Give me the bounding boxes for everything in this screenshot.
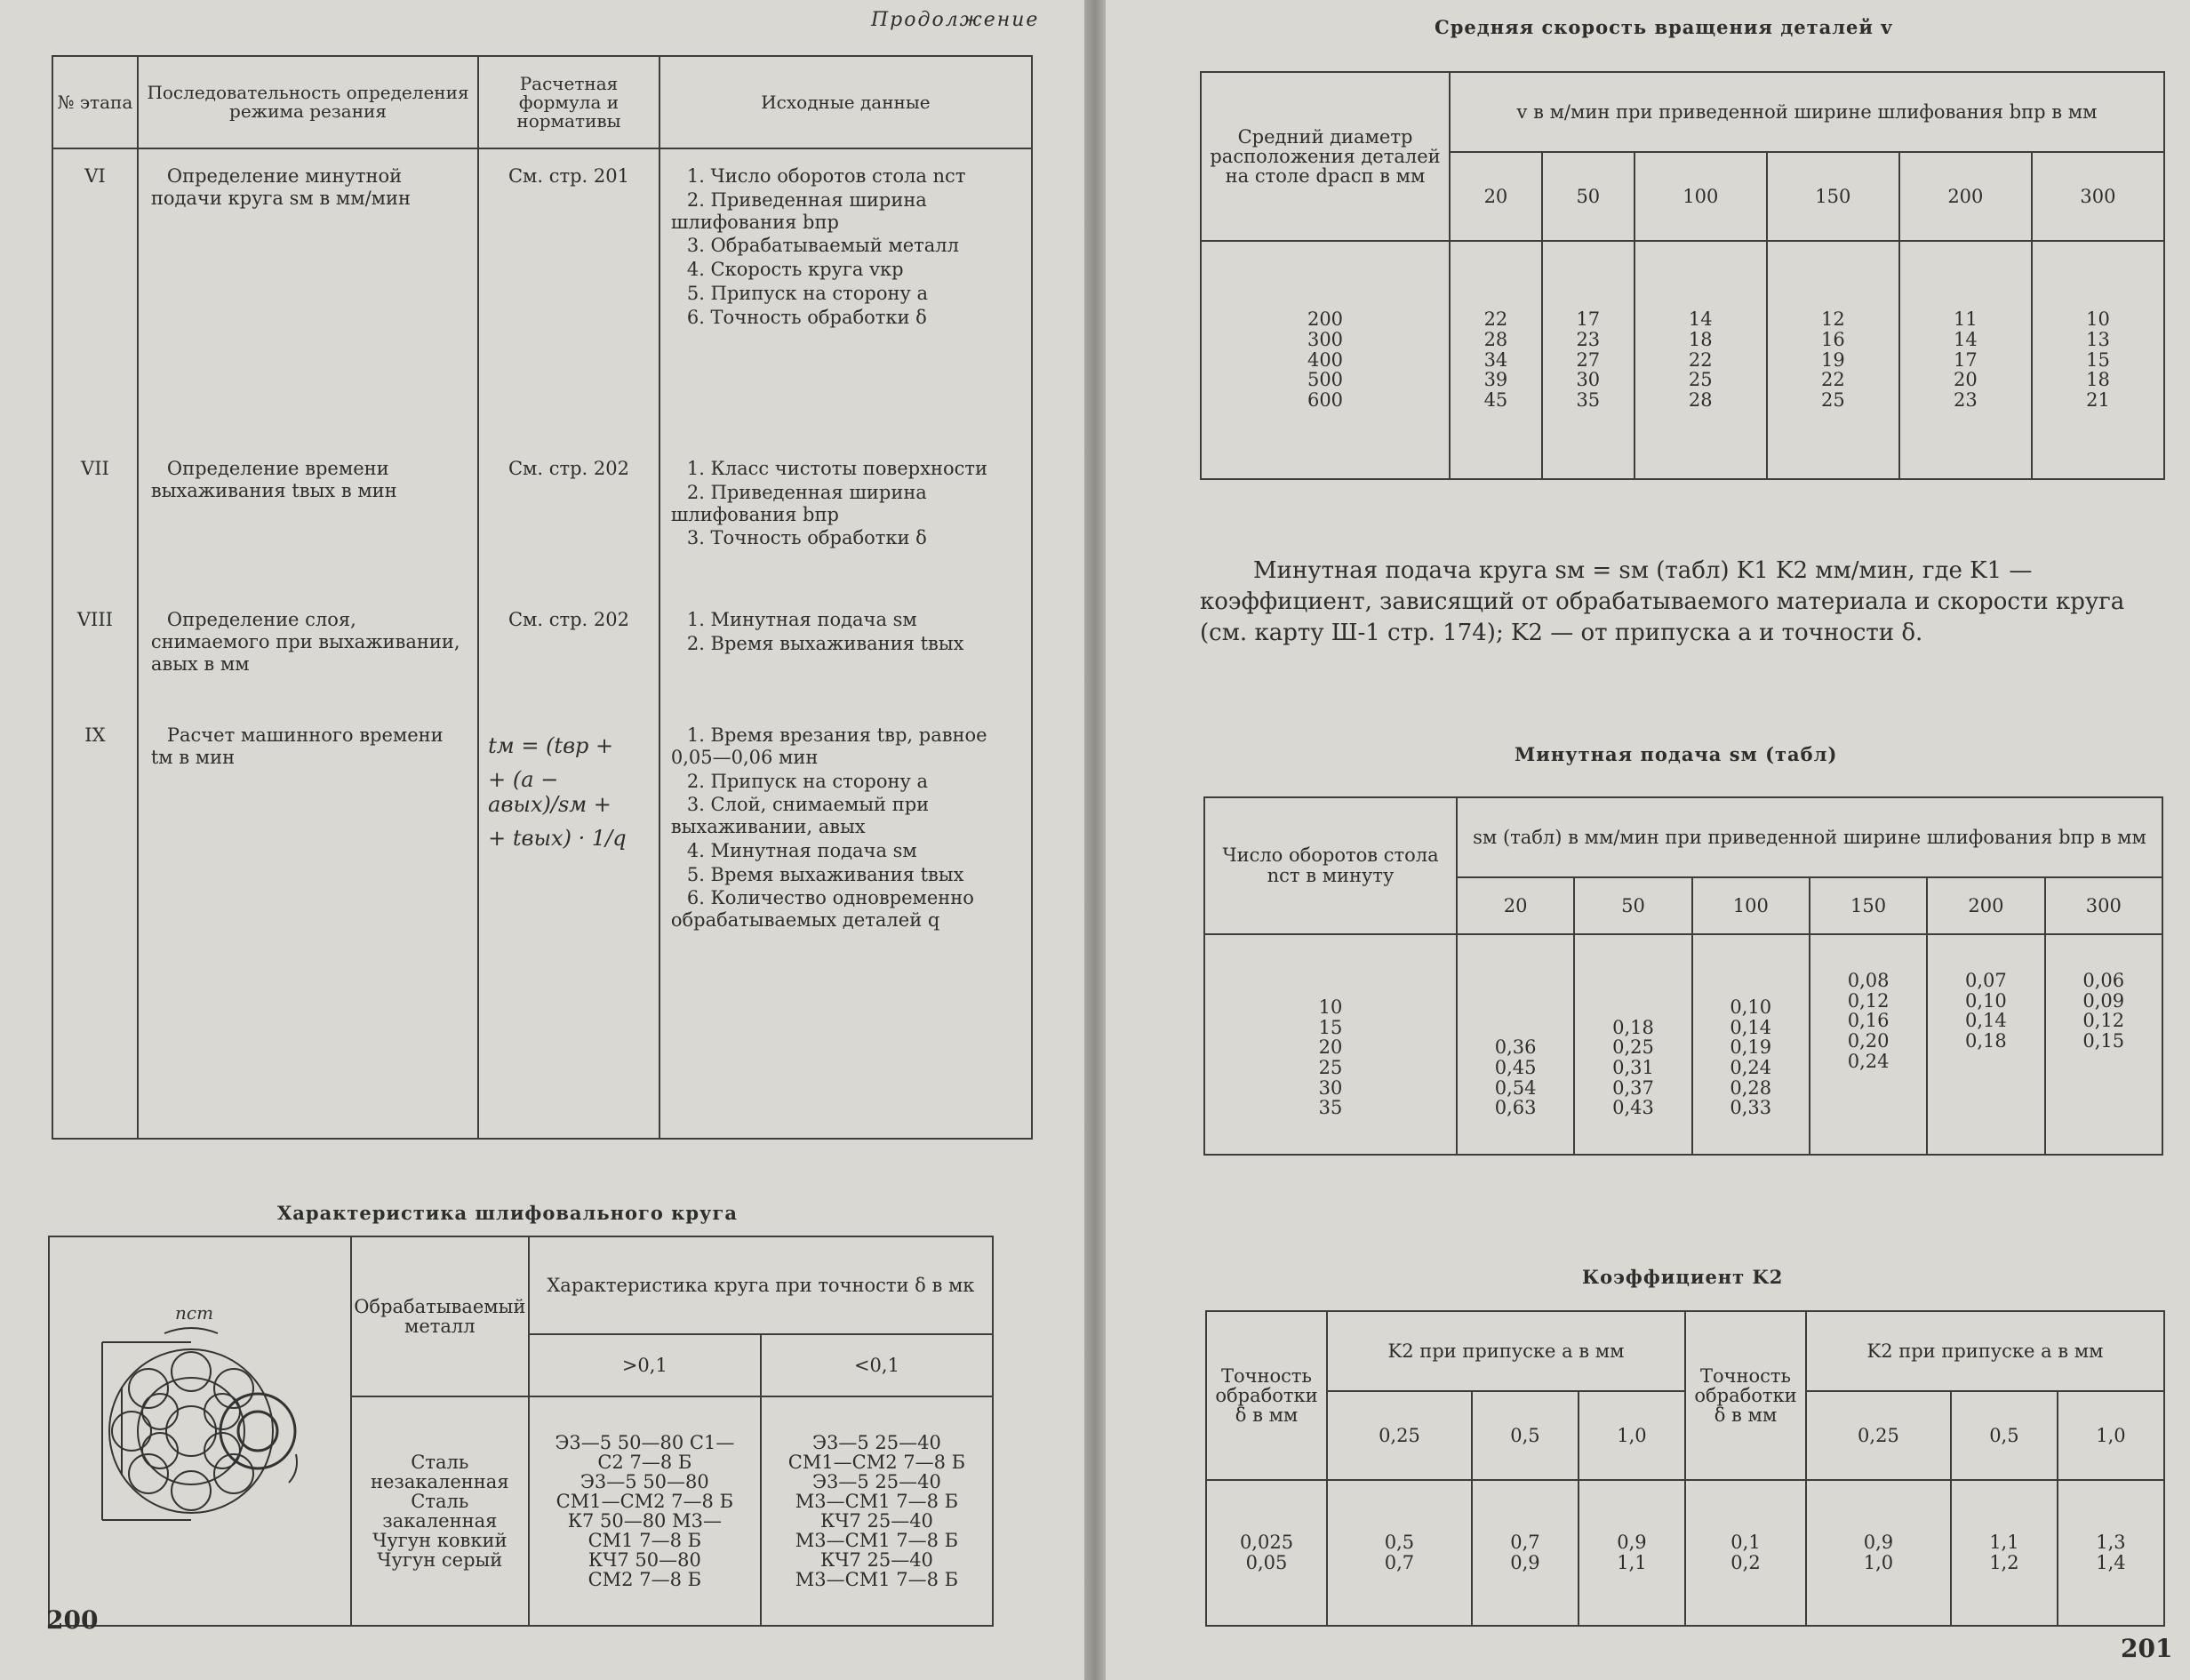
- speed-value: 22: [1483, 308, 1508, 331]
- allowance-header: K2 при припуске a в мм: [1327, 1311, 1685, 1391]
- feed-column: [1810, 934, 1927, 1155]
- feed-value: 0,09: [2082, 989, 2125, 1012]
- coef-value: 1,0: [1863, 1552, 1894, 1573]
- input-item: 4. Скорость круга vкр: [686, 259, 904, 281]
- sequence-cell: Определение времени выхаживания tвых в мин: [138, 442, 478, 593]
- accuracy-value: 0,05: [1245, 1552, 1288, 1573]
- spec-line: Э3—5 50—80: [579, 1470, 709, 1492]
- speed-value: 19: [1820, 348, 1845, 371]
- wheel-table-title: Характеристика шлифовального круга: [277, 1202, 738, 1224]
- width-label: 100: [1635, 152, 1767, 241]
- feed-value: 0,14: [1965, 1010, 2007, 1032]
- rpm-value: 20: [1318, 1036, 1343, 1059]
- formula-line: + tвых) · 1/q: [488, 826, 627, 851]
- width-label: 300: [2032, 152, 2164, 241]
- rpm-header: Число оборотов стола nст в минуту: [1204, 797, 1457, 934]
- wheel-header-row: [49, 1236, 993, 1334]
- width-label: 200: [1899, 152, 2032, 241]
- feed-value: 0,18: [1965, 1030, 2007, 1052]
- spec-line: Э3—5 50—80 С1—: [555, 1431, 735, 1453]
- spec-line: СМ1—СМ2 7—8 Б: [787, 1451, 966, 1473]
- speed-value: 17: [1954, 348, 1978, 371]
- wheel-diagram-cell: [49, 1236, 351, 1626]
- feed-column: [1457, 934, 1574, 1155]
- right-page: [1106, 0, 2190, 1680]
- table-row: [52, 442, 1032, 593]
- feed-value: 0,10: [1730, 996, 1772, 1018]
- width-label: 150: [1810, 877, 1927, 934]
- input-cell: [659, 148, 1032, 442]
- spec-gt-list: [529, 1396, 761, 1626]
- feed-value: 0,28: [1730, 1076, 1772, 1099]
- speed-value: 23: [1954, 389, 1978, 411]
- feed-value: 0,45: [1494, 1056, 1537, 1078]
- feed-value: 0,37: [1612, 1076, 1654, 1099]
- speed-value: 14: [1688, 308, 1713, 331]
- speed-value: 22: [1820, 369, 1845, 391]
- diameter-value: 500: [1307, 369, 1344, 391]
- coef-column: [1951, 1480, 2058, 1626]
- metal-item: Чугун ковкий: [372, 1530, 508, 1552]
- feed-value: 0,08: [1847, 970, 1890, 991]
- width-label: 200: [1927, 877, 2044, 934]
- page-number-right: 201: [2121, 1634, 2173, 1663]
- speed-table: [1200, 71, 2165, 480]
- diameter-header: Средний диаметр расположения деталей на столе dрасп в мм: [1201, 72, 1450, 241]
- spec-line: С2 7—8 Б: [597, 1451, 692, 1473]
- speed-value: 30: [1576, 369, 1601, 391]
- input-cell: [659, 442, 1032, 593]
- steps-table: [52, 55, 1033, 1140]
- input-item: 2. Время выхаживания tвых: [686, 632, 964, 654]
- formula-line: tм = (tвр +: [488, 733, 614, 758]
- spec-line: КЧ7 25—40: [819, 1510, 933, 1532]
- coef-value: 1,3: [2096, 1532, 2126, 1554]
- feed-value: 0,15: [2082, 1030, 2125, 1052]
- width-label: 50: [1542, 152, 1635, 241]
- speed-column: [1450, 241, 1542, 479]
- speed-table-title: Средняя скорость вращения деталей v: [1435, 16, 1893, 38]
- spec-subheader-gt: >0,1: [529, 1334, 761, 1396]
- input-cell: [659, 708, 1032, 1139]
- allowance-label: 0,5: [1951, 1391, 2058, 1480]
- metal-item: Сталь закаленная: [382, 1490, 498, 1532]
- feed-value: 0,24: [1730, 1056, 1772, 1078]
- coef-data-row: [1206, 1480, 2164, 1626]
- coef-value: 1,1: [1989, 1532, 2019, 1554]
- allowance-header: K2 при припуске a в мм: [1806, 1311, 2164, 1391]
- speed-value: 28: [1688, 389, 1713, 411]
- feed-value: 0,06: [2082, 970, 2125, 991]
- stage-number: VII: [52, 442, 138, 593]
- rpm-value: 10: [1318, 996, 1343, 1018]
- formula-cell: [478, 708, 659, 1139]
- feed-value: 0,25: [1612, 1036, 1654, 1059]
- feed-value: 0,63: [1494, 1097, 1537, 1119]
- allowance-label: 0,25: [1327, 1391, 1472, 1480]
- speed-value: 14: [1954, 328, 1978, 350]
- allowance-label: 0,5: [1472, 1391, 1579, 1480]
- input-item: 4. Минутная подача sм: [686, 839, 917, 861]
- sequence-cell: Определение минутной подачи круга sм в мм/мин: [138, 148, 478, 442]
- header-formula: Расчетная формула и нормативы: [478, 56, 659, 148]
- coef-value: 0,9: [1863, 1532, 1894, 1554]
- spec-line: М3—СМ1 7—8 Б: [795, 1530, 959, 1552]
- feed-header-row: [1204, 797, 2162, 877]
- feed-value: 0,12: [1847, 989, 1890, 1012]
- feed-data-row: [1204, 934, 2162, 1155]
- coef-value: 1,2: [1989, 1552, 2019, 1573]
- coef-value: 1,4: [2096, 1552, 2126, 1573]
- coef-value: 0,9: [1617, 1532, 1647, 1554]
- steps-header-row: [52, 56, 1032, 148]
- speed-value: 25: [1688, 369, 1713, 391]
- speed-column: [1767, 241, 1899, 479]
- rotation-label: nст: [174, 1302, 213, 1324]
- header-sequence: Последовательность определения режима резания: [138, 56, 478, 148]
- diameter-list: [1201, 241, 1450, 479]
- sequence-cell: Расчет машинного времени tм в мин: [138, 708, 478, 1139]
- table-row: [52, 148, 1032, 442]
- diameter-value: 300: [1307, 328, 1344, 350]
- feed-value: 0,19: [1730, 1036, 1772, 1059]
- wheel-table: [48, 1236, 994, 1627]
- feed-value: 0,20: [1847, 1030, 1890, 1052]
- coef-value: 0,9: [1510, 1552, 1540, 1573]
- rpm-list: [1204, 934, 1457, 1155]
- feed-value: 0,24: [1847, 1050, 1890, 1072]
- feed-value: 0,18: [1612, 1016, 1654, 1038]
- diameter-value: 400: [1307, 348, 1344, 371]
- accuracy-header: Точность обработки δ в мм: [1206, 1311, 1327, 1480]
- stage-number: VIII: [52, 593, 138, 708]
- rpm-value: 25: [1318, 1056, 1343, 1078]
- metal-item: Чугун серый: [377, 1549, 503, 1572]
- input-item: 1. Число оборотов стола nст: [686, 165, 966, 187]
- feed-column: [2045, 934, 2162, 1155]
- speed-value: 27: [1576, 348, 1601, 371]
- speed-value: 13: [2086, 328, 2110, 350]
- spec-subheader-lt: <0,1: [761, 1334, 993, 1396]
- page-number-left: 200: [46, 1605, 99, 1635]
- input-item: 1. Минутная подача sм: [686, 609, 917, 630]
- width-label: 100: [1692, 877, 1810, 934]
- speed-value: 11: [1954, 308, 1978, 331]
- accuracy-list: [1685, 1480, 1806, 1626]
- coef-header-row: [1206, 1311, 2164, 1391]
- feed-value: 0,07: [1965, 970, 2007, 991]
- spec-line: К7 50—80 М3—: [567, 1510, 722, 1532]
- speed-column: [1542, 241, 1635, 479]
- feed-column: [1574, 934, 1691, 1155]
- feed-value: 0,54: [1494, 1076, 1537, 1099]
- accuracy-value: 0,2: [1730, 1552, 1761, 1573]
- metal-item: Сталь незакаленная: [371, 1451, 509, 1492]
- feed-table: [1203, 796, 2163, 1156]
- header-input: Исходные данные: [659, 56, 1032, 148]
- input-item: 3. Точность обработки δ: [686, 527, 927, 549]
- input-item: 6. Точность обработки δ: [686, 306, 927, 328]
- speed-value: 10: [2086, 308, 2110, 331]
- spec-line: Э3—5 25—40: [811, 1470, 941, 1492]
- speed-value: 23: [1576, 328, 1601, 350]
- coef-column: [1806, 1480, 1951, 1626]
- input-item: 3. Слой, снимаемый при выхаживании, aвых: [670, 794, 930, 838]
- speed-value: 28: [1483, 328, 1508, 350]
- coef-column: [1327, 1480, 1472, 1626]
- width-label: 50: [1574, 877, 1691, 934]
- spec-line: КЧ7 50—80: [587, 1549, 701, 1572]
- speed-value: 22: [1688, 348, 1713, 371]
- table-row: [52, 708, 1032, 1139]
- speed-value: 17: [1576, 308, 1601, 331]
- width-label: 300: [2045, 877, 2162, 934]
- feed-column: [1927, 934, 2044, 1155]
- speed-column: [1899, 241, 2032, 479]
- diameter-value: 200: [1307, 308, 1344, 331]
- feed-value: 0,33: [1730, 1097, 1772, 1119]
- speed-data-row: [1201, 241, 2164, 479]
- coef-column: [1472, 1480, 1579, 1626]
- speed-value: 16: [1820, 328, 1845, 350]
- feed-formula-paragraph: Минутная подача круга sм = sм (табл) K1 K2 мм/мин, где K1 — коэффициент, зависящий от обрабатываемого материала и скорости круга (см. карту Ш-1 стр. 174); K2 — от припуска a и точности δ.: [1200, 557, 2125, 647]
- book-gutter: [1084, 0, 1106, 1680]
- allowance-label: 1,0: [2058, 1391, 2164, 1480]
- spec-lt-list: [761, 1396, 993, 1626]
- spec-line: СМ2 7—8 Б: [587, 1569, 702, 1591]
- spec-line: М3—СМ1 7—8 Б: [795, 1490, 959, 1512]
- formula-cell: См. стр. 201: [478, 148, 659, 442]
- rpm-value: 15: [1318, 1016, 1343, 1038]
- speed-value: 12: [1820, 308, 1845, 331]
- speed-value: 35: [1576, 389, 1601, 411]
- stage-number: VI: [52, 148, 138, 442]
- width-label: 150: [1767, 152, 1899, 241]
- speed-col-header: v в м/мин при приведенной ширине шлифования bпр в мм: [1450, 72, 2164, 152]
- input-cell: [659, 593, 1032, 708]
- input-item: 1. Класс чистоты поверхности: [686, 458, 987, 479]
- feed-value: 0,16: [1847, 1010, 1890, 1032]
- coef-column: [2058, 1480, 2164, 1626]
- metal-header: Обрабатываемый металл: [351, 1236, 529, 1396]
- feed-column: [1692, 934, 1810, 1155]
- coef-value: 1,1: [1617, 1552, 1647, 1573]
- coef-table: [1205, 1310, 2165, 1627]
- input-item: 6. Количество одновременно обрабатываемых деталей q: [670, 887, 974, 932]
- speed-value: 45: [1483, 389, 1508, 411]
- rpm-value: 30: [1318, 1076, 1343, 1099]
- spec-line: М3—СМ1 7—8 Б: [795, 1569, 959, 1591]
- feed-value: 0,43: [1612, 1097, 1654, 1119]
- coef-value: 0,7: [1510, 1532, 1540, 1554]
- rotary-table-diagram: [67, 1280, 333, 1582]
- machine-time-formula: [488, 733, 650, 851]
- accuracy-list: [1206, 1480, 1327, 1626]
- input-item: 2. Припуск на сторону a: [686, 770, 929, 792]
- metal-list: [351, 1396, 529, 1626]
- header-stage: № этапа: [52, 56, 138, 148]
- coef-value: 0,7: [1384, 1552, 1415, 1573]
- input-item: 2. Приведенная ширина шлифования bпр: [670, 481, 927, 525]
- spec-line: КЧ7 25—40: [819, 1549, 933, 1572]
- table-row: [52, 593, 1032, 708]
- diameter-value: 600: [1307, 389, 1344, 411]
- feed-value: 0,36: [1494, 1036, 1537, 1059]
- coef-column: [1579, 1480, 1685, 1626]
- input-item: 1. Время врезания tвр, равное 0,05—0,06 мин: [670, 724, 987, 768]
- speed-column: [1635, 241, 1767, 479]
- speed-value: 34: [1483, 348, 1508, 371]
- coef-value: 0,5: [1384, 1532, 1415, 1554]
- feed-table-title: Минутная подача sм (табл): [1515, 743, 1838, 765]
- speed-value: 21: [2086, 389, 2110, 411]
- speed-value: 18: [1688, 328, 1713, 350]
- speed-value: 25: [1820, 389, 1845, 411]
- continuation-label: Продолжение: [871, 9, 1040, 31]
- accuracy-value: 0,025: [1239, 1532, 1294, 1554]
- feed-value: 0,12: [2082, 1010, 2125, 1032]
- speed-value: 20: [1954, 369, 1978, 391]
- sequence-cell: Определение слоя, снимаемого при выхаживании, aвых в мм: [138, 593, 478, 708]
- formula-cell: См. стр. 202: [478, 442, 659, 593]
- speed-header-row: [1201, 72, 2164, 152]
- coef-table-title: Коэффициент K2: [1582, 1266, 1784, 1288]
- spec-line: СМ1—СМ2 7—8 Б: [555, 1490, 734, 1512]
- speed-value: 15: [2086, 348, 2110, 371]
- feed-value: 0,10: [1965, 989, 2007, 1012]
- allowance-label: 1,0: [1579, 1391, 1685, 1480]
- allowance-label: 0,25: [1806, 1391, 1951, 1480]
- input-item: 3. Обрабатываемый металл: [686, 235, 959, 257]
- input-item: 2. Приведенная ширина шлифования bпр: [670, 188, 927, 233]
- speed-value: 39: [1483, 369, 1508, 391]
- formula-cell: См. стр. 202: [478, 593, 659, 708]
- speed-value: 18: [2086, 369, 2110, 391]
- feed-value: 0,14: [1730, 1016, 1772, 1038]
- formula-line: + (a − aвых)/sм +: [488, 767, 611, 817]
- input-item: 5. Припуск на сторону a: [686, 282, 929, 304]
- feed-value: 0,31: [1612, 1056, 1654, 1078]
- rpm-value: 35: [1318, 1097, 1343, 1119]
- stage-number: IX: [52, 708, 138, 1139]
- spec-line: СМ1 7—8 Б: [587, 1530, 702, 1552]
- width-label: 20: [1457, 877, 1574, 934]
- speed-column: [2032, 241, 2164, 479]
- spec-header: Характеристика круга при точности δ в мк: [529, 1236, 993, 1334]
- feed-col-header: sм (табл) в мм/мин при приведенной ширине шлифования bпр в мм: [1457, 797, 2162, 877]
- spec-line: Э3—5 25—40: [811, 1431, 941, 1453]
- accuracy-value: 0,1: [1730, 1532, 1761, 1554]
- input-item: 5. Время выхаживания tвых: [686, 863, 964, 885]
- accuracy-header: Точность обработки δ в мм: [1685, 1311, 1806, 1480]
- width-label: 20: [1450, 152, 1542, 241]
- left-page: [0, 0, 1084, 1680]
